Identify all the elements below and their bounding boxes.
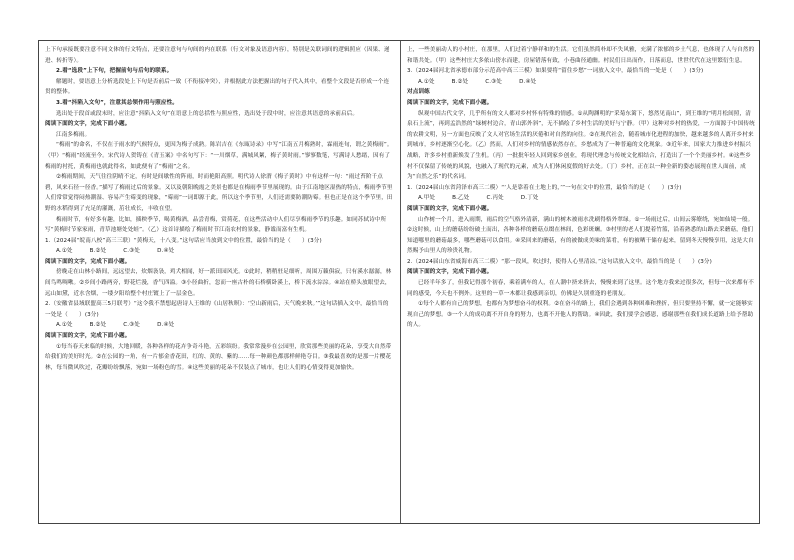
passage-paragraph: 梅雨时节，有好多有趣，比如，插秧季节，喝黄梅酒，品尝青梅，赏荷花，在这些活动中人们尽享梅雨季节的乐趣。如同苏轼诗中所写“黄梅时节家家雨，青草池塘处处蛙”。（乙）这首诗描绘了梅雨时节江南农村的景象，静谧而富有生机。: [45, 216, 387, 234]
passage-paragraph: 江南多梅雨。: [56, 131, 91, 138]
passage-paragraph: 解题时，要语意上分析选段处上下句是否前后一致（不衔接冲突），并根据此方法把握出的句子代入其中，看整个文段是否形成一个连贯的整体。: [45, 78, 390, 96]
passage-paragraph: “梅雨”的命名，不仅在于雨水的气候特点，更因为梅子成熟。陈岩吉在《东瓯诗录》中写“江南五月梅熟时，霖雨连旬，谓之黄梅雨”。（甲）“梅雨”经流至今。宋代诗人贺铸在《青玉案》中名句写下：“一川烟草，满城风絮，梅子黄时雨。”寥寥数笔，写满诗人愁绪，因有了梅雨的衬托，黄梅雨也就此得名，如此便有了“梅雨”之名。: [45, 142, 393, 170]
question-stem: 2.（2024届山东省威海市高三二模）“那一段风，吹过时，使得人心里清凉。”这句话放入文中，最恰当的是（ ）(3分): [407, 258, 712, 265]
answer-options: A.①处 B.②处 C.③处 D.④处: [418, 78, 537, 85]
passage-paragraph: ①每当春天来临的时候，大地回暖，各种各样的花卉争奇斗艳，五彩缤纷。我常常漫步在公园里，欣赏那些美丽的花朵，享受大自然带给我们的美好时光。②在公园的一角，有一片郁金香花田，红的、黄的、紫的……每一种颜色都那样鲜艳夺目。③我最喜欢的是那一片樱花林，每当微风吹过，花瓣纷纷飘落，宛如一场粉色的雪。④这些美丽的花朵不仅装点了城市，也让人们的心情变得更加愉快。: [45, 343, 392, 371]
section-heading: 阅读下面的文字，完成下面小题。: [407, 205, 493, 212]
method-heading: 3.看“抖陷入文句”，注意其总领作用与照应性。: [56, 99, 178, 106]
passage-paragraph: ②梅雨期间，天气往往阴晴不定，有时是间歇性的阵雨，时而艳阳高照。明代诗人徐渭《梅子黄时》中有这样一句：“雨过苔阶千点碧，风来石径一径香。”描写了梅雨过后的景象。又以及朝阳晚霞之美景也都是在梅雨季节里展现的。由于江南地区湿热的特点，梅雨季节里人们常常觉得闷热潮湿、容易产生霉变的现象，“霉雨”一词即源于此，所以这个季节里，人们还需要防潮防霉。但也正是在这个季节里，田野的水稻得到了充足的灌溉，茁壮成长，丰收在望。: [45, 174, 393, 212]
question-stem: 1.（2024届山东省菏泽市高三二模）“‘人是靠着在土地上的，’”一句在文中的位置，最恰当的是（ ）(3分): [407, 184, 682, 191]
passage-paragraph: 纵观中国古代文学，几乎所有的文人都对乡村怀有特殊的情感。①从陶渊明的“采菊东篱下，悠然见南山”，到王维的“明月松间照，清泉石上流”，再到孟浩然的“绿树村边合，青山郭外斜”，无不描绘了乡村生活的美好与宁静。（甲）这种对乡村的热爱，一方面源于中国传统的农耕文明，另一方面也反映了文人对官场生活的厌倦和对自然的向往。②在现代社会，随着城市化进程的加快，越来越多的人离开乡村来到城市，乡村逐渐空心化。（乙）然而，人们对乡村的情感依然存在，乡愁成为了一种普遍的文化现象。③近年来，国家大力推进乡村振兴战略，许多乡村重新焕发了生机。（丙）一批批年轻人回到家乡创业，将现代理念与传统文化相结合，打造出了一个个美丽乡村。④这些乡村不仅保留了传统的风貌，也融入了现代的元素，成为人们休闲度假的好去处。（丁）乡村，正在以一种全新的姿态展现在世人面前，成为“自然之乐”的代名词。: [407, 110, 755, 181]
section-heading: 阅读下面的文字，完成下面小题。: [407, 269, 493, 276]
paragraph: 上下句承接既要注意不同文体的行文特点，还要注意句与句间的内在联系（行文对象及语意内容），特别是关联词间的逻辑照应（因果、递进、转折等）。: [45, 47, 390, 64]
passage-paragraph: 已经半年多了，但我记得那个初春，乘着满车的人，在人潮中挤来挤去，慢慢来到了这里。这个地方我来过很多次，但每一次来都有不同的感受，今天也不例外。这里的一草一木都让我感到亲切，仿佛是久别重逢的老朋友。: [407, 280, 754, 297]
question-stem: 2.（安徽省县域联盟高三5月联考）“这令我不禁想起唐诗人王维的《山居秋暝》：‘空山新雨后，天气晚来秋。’”这句话插入文中，最恰当的一处是（ ）(3分): [45, 301, 389, 318]
passage-paragraph: 山作树一个月，进入雨期，雨后的空气格外清新，满山的树木被雨水洗刷得格外翠绿。①一场雨过后，山间云雾缭绕，宛如仙境一般。②这时候，山上的蘑菇纷纷破土而出，各种各样的蘑菇点缀在林间，色彩斑斓。③村里的老人们提着竹篮，沿着熟悉的山路去采蘑菇，他们知道哪里的蘑菇最多，哪些蘑菇可以食用。④采回来的蘑菇，有的被做成美味的菜肴，有的被晒干储存起来，留到冬天慢慢享用，这是大自然赐予山里人的珍贵礼物。: [407, 216, 754, 255]
column-divider: [400, 41, 401, 523]
question-stem: 3.（2024届河北省承德市部分示范高中高三三模）如果要将“留住乡愁”一词放入文中，最恰当的一处是（ ）(3分): [407, 68, 704, 75]
section-heading: 阅读下面的文字，完成下面小题。: [407, 99, 493, 106]
section-heading: 阅读下面的文字，完成下面小题。: [45, 333, 131, 340]
passage-paragraph: ①每个人都有自己的梦想，也都有为梦想奋斗的权利。②在奋斗的路上，我们会遇到各种困难和挫折，但只要坚持不懈，就一定能够实现自己的梦想。③一个人的成功离不开自身的努力，也离不开他人的帮助。④因此，我们要学会感恩，感谢那些在我们成长道路上给予帮助的人。: [407, 301, 754, 329]
exam-sheet: [38, 40, 760, 524]
method-heading: 2.看“选段”上下句，把握前句与后句的联系。: [56, 68, 173, 75]
left-column: [45, 45, 393, 519]
section-heading: 阅读下面的文字，完成下面小题。: [45, 258, 131, 265]
answer-options: A.①处 B.②处 C.③处 D.④处: [56, 322, 175, 329]
right-column: [407, 45, 755, 519]
section-heading: 对点训练: [407, 89, 430, 96]
passage-paragraph: 选出处于段首或段末时，应注意“抖陷入文句”在语意上的总括性与照应性，选出处于段中时，应注意其语意的承前启后。: [56, 110, 359, 117]
passage-paragraph: 傍晚走在山林小路间，远远望去，炊烟袅袅，鸡犬相闻，好一派田园风光。①此时，稍稍驻足细听，周围万籁俱寂，只有溪水潺潺，林间鸟鸣啁啾。②乡间小路两旁，野花烂漫，香气四溢。③小径曲折，忽而一座古朴的石桥横卧溪上，桥下流水淙淙。④站在桥头放眼望去，远山如黛，近水含烟，一缕夕阳给整个村庄镀上了一层金色。: [45, 269, 392, 297]
answer-options: A.甲处 B.乙处 C.丙处 D.丁处: [418, 195, 539, 202]
paragraph: 上，一些美丽动人的小村庄，在那里，人们过着宁静祥和的生活。它们虽然简朴却不失风雅，充满了浓郁的乡土气息，也体现了人与自然的和谐共处。（甲）这些村庄大多依山傍水而建，房屋错落有致，小巷曲径通幽。村民们日出而作，日落而息，世世代代在这里繁衍生息。: [407, 47, 755, 64]
section-heading: 阅读下面的文字，完成下面小题。: [45, 121, 131, 128]
answer-options: A.①处 B.②处 C.③处 D.④处: [56, 248, 175, 255]
question-stem: 1.（2024届“皖南八校”高三三联）“黄梅天，十八变。”这句话应当放到文中的位置，最恰当的是（ ）(3分): [45, 237, 322, 244]
